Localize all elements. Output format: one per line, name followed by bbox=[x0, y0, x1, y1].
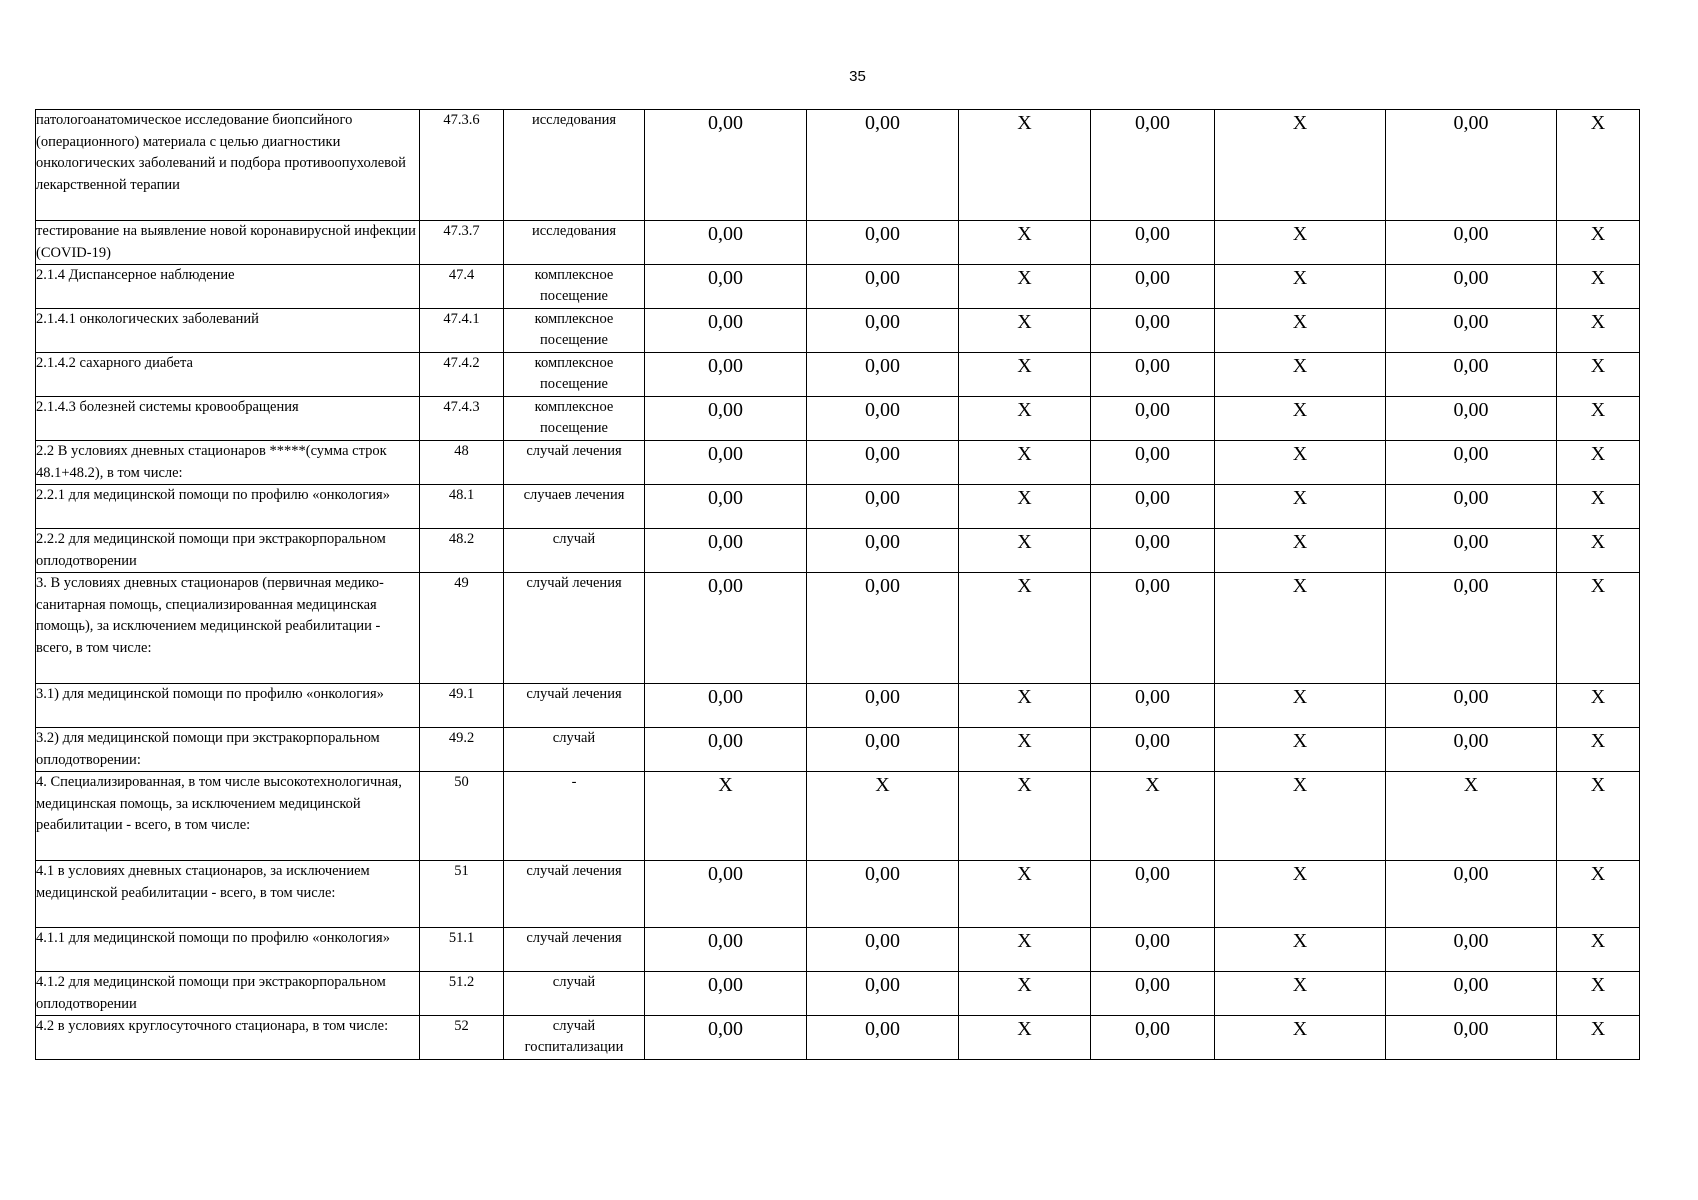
row-value-cell: 0,00 bbox=[645, 441, 807, 485]
table-row bbox=[36, 485, 1640, 529]
row-value-cell: 0,00 bbox=[807, 861, 959, 928]
row-value-cell: X bbox=[1557, 265, 1640, 309]
row-value-cell: X bbox=[1557, 397, 1640, 441]
row-value-cell: X bbox=[1215, 861, 1386, 928]
row-value-cell: X bbox=[1557, 573, 1640, 684]
row-name-cell: тестирование на выявление новой коронавирусной инфекции (COVID-19) bbox=[36, 221, 420, 265]
row-value-cell: X bbox=[1215, 221, 1386, 265]
table-row bbox=[36, 110, 1640, 221]
table-row bbox=[36, 265, 1640, 309]
row-value-cell: 0,00 bbox=[1386, 728, 1557, 772]
row-value-cell: 0,00 bbox=[1091, 110, 1215, 221]
row-value-cell: 0,00 bbox=[645, 972, 807, 1016]
row-value-cell: X bbox=[959, 529, 1091, 573]
row-value-cell: 0,00 bbox=[1091, 397, 1215, 441]
row-value-cell: X bbox=[1557, 485, 1640, 529]
row-value-cell: X bbox=[1215, 309, 1386, 353]
row-unit-cell: комплексное посещение bbox=[504, 353, 645, 397]
row-name-cell: 4. Специализированная, в том числе высокотехнологичная, медицинская помощь, за исключением медицинской реабилитации - всего, в том числе: bbox=[36, 772, 420, 861]
row-name-cell: 4.2 в условиях круглосуточного стационара, в том числе: bbox=[36, 1016, 420, 1060]
row-value-cell: X bbox=[1215, 265, 1386, 309]
row-value-cell: 0,00 bbox=[645, 1016, 807, 1060]
row-code-cell: 50 bbox=[420, 772, 504, 861]
row-value-cell: 0,00 bbox=[807, 529, 959, 573]
row-name-cell: 2.1.4.2 сахарного диабета bbox=[36, 353, 420, 397]
row-name-cell: 4.1.2 для медицинской помощи при экстракорпоральном оплодотворении bbox=[36, 972, 420, 1016]
row-value-cell: 0,00 bbox=[645, 265, 807, 309]
table-row bbox=[36, 573, 1640, 684]
row-unit-cell: комплексное посещение bbox=[504, 265, 645, 309]
row-value-cell: X bbox=[1215, 1016, 1386, 1060]
row-value-cell: 0,00 bbox=[1386, 397, 1557, 441]
row-value-cell: X bbox=[959, 972, 1091, 1016]
row-value-cell: 0,00 bbox=[645, 309, 807, 353]
row-value-cell: X bbox=[1557, 1016, 1640, 1060]
row-value-cell: X bbox=[1557, 309, 1640, 353]
row-value-cell: 0,00 bbox=[1386, 928, 1557, 972]
row-unit-cell: - bbox=[504, 772, 645, 861]
row-value-cell: 0,00 bbox=[807, 309, 959, 353]
table-row bbox=[36, 1016, 1640, 1060]
row-value-cell: 0,00 bbox=[807, 928, 959, 972]
row-value-cell: 0,00 bbox=[1091, 928, 1215, 972]
table-row bbox=[36, 353, 1640, 397]
row-name-cell: 2.2 В условиях дневных стационаров *****(сумма строк 48.1+48.2), в том числе: bbox=[36, 441, 420, 485]
table-row bbox=[36, 529, 1640, 573]
row-value-cell: 0,00 bbox=[645, 573, 807, 684]
row-value-cell: X bbox=[1557, 221, 1640, 265]
row-value-cell: 0,00 bbox=[807, 728, 959, 772]
row-value-cell: X bbox=[959, 485, 1091, 529]
row-value-cell: 0,00 bbox=[1386, 265, 1557, 309]
table-row bbox=[36, 972, 1640, 1016]
data-table bbox=[35, 109, 1640, 1060]
row-value-cell: 0,00 bbox=[645, 485, 807, 529]
row-unit-cell: случай лечения bbox=[504, 861, 645, 928]
row-value-cell: 0,00 bbox=[645, 728, 807, 772]
row-unit-cell: случай лечения bbox=[504, 573, 645, 684]
row-value-cell: X bbox=[959, 265, 1091, 309]
row-value-cell: 0,00 bbox=[807, 1016, 959, 1060]
row-value-cell: X bbox=[1557, 684, 1640, 728]
row-value-cell: 0,00 bbox=[1386, 1016, 1557, 1060]
table-row bbox=[36, 397, 1640, 441]
row-code-cell: 47.4.1 bbox=[420, 309, 504, 353]
table-row bbox=[36, 772, 1640, 861]
row-code-cell: 51.1 bbox=[420, 928, 504, 972]
row-name-cell: 2.2.1 для медицинской помощи по профилю «онкология» bbox=[36, 485, 420, 529]
row-value-cell: 0,00 bbox=[807, 353, 959, 397]
row-code-cell: 49.2 bbox=[420, 728, 504, 772]
row-value-cell: X bbox=[959, 861, 1091, 928]
row-value-cell: 0,00 bbox=[807, 441, 959, 485]
row-value-cell: X bbox=[1215, 573, 1386, 684]
row-value-cell: 0,00 bbox=[1091, 265, 1215, 309]
row-unit-cell: случай bbox=[504, 728, 645, 772]
row-value-cell: 0,00 bbox=[1091, 972, 1215, 1016]
row-unit-cell: случай лечения bbox=[504, 441, 645, 485]
row-code-cell: 47.3.7 bbox=[420, 221, 504, 265]
row-value-cell: 0,00 bbox=[645, 221, 807, 265]
row-name-cell: 2.1.4.3 болезней системы кровообращения bbox=[36, 397, 420, 441]
row-value-cell: X bbox=[1557, 928, 1640, 972]
row-value-cell: 0,00 bbox=[807, 221, 959, 265]
row-value-cell: X bbox=[1215, 397, 1386, 441]
row-value-cell: 0,00 bbox=[645, 110, 807, 221]
row-name-cell: 4.1 в условиях дневных стационаров, за исключением медицинской реабилитации - всего, в том числе: bbox=[36, 861, 420, 928]
row-value-cell: X bbox=[1386, 772, 1557, 861]
row-value-cell: X bbox=[959, 728, 1091, 772]
row-value-cell: 0,00 bbox=[645, 353, 807, 397]
row-value-cell: 0,00 bbox=[645, 397, 807, 441]
row-value-cell: 0,00 bbox=[645, 928, 807, 972]
row-name-cell: патологоанатомическое исследование биопсийного (операционного) материала с целью диагностики онкологических заболеваний и подбора противоопухолевой лекарственной терапии bbox=[36, 110, 420, 221]
row-unit-cell: случай госпитализации bbox=[504, 1016, 645, 1060]
row-value-cell: X bbox=[1557, 972, 1640, 1016]
row-value-cell: 0,00 bbox=[1091, 485, 1215, 529]
row-value-cell: 0,00 bbox=[1386, 110, 1557, 221]
row-value-cell: X bbox=[1091, 772, 1215, 861]
row-value-cell: 0,00 bbox=[807, 485, 959, 529]
row-value-cell: 0,00 bbox=[1091, 309, 1215, 353]
row-value-cell: X bbox=[1215, 353, 1386, 397]
row-value-cell: X bbox=[959, 309, 1091, 353]
row-value-cell: 0,00 bbox=[1091, 573, 1215, 684]
row-value-cell: X bbox=[1215, 441, 1386, 485]
row-value-cell: X bbox=[645, 772, 807, 861]
row-name-cell: 3.2) для медицинской помощи при экстракорпоральном оплодотворении: bbox=[36, 728, 420, 772]
row-value-cell: X bbox=[959, 1016, 1091, 1060]
row-unit-cell: случай bbox=[504, 529, 645, 573]
row-value-cell: X bbox=[959, 684, 1091, 728]
row-code-cell: 51 bbox=[420, 861, 504, 928]
row-value-cell: 0,00 bbox=[1091, 221, 1215, 265]
row-unit-cell: случай лечения bbox=[504, 684, 645, 728]
table-row bbox=[36, 684, 1640, 728]
row-value-cell: X bbox=[1557, 772, 1640, 861]
row-name-cell: 2.1.4 Диспансерное наблюдение bbox=[36, 265, 420, 309]
row-value-cell: 0,00 bbox=[1091, 441, 1215, 485]
row-name-cell: 3.1) для медицинской помощи по профилю «онкология» bbox=[36, 684, 420, 728]
row-code-cell: 52 bbox=[420, 1016, 504, 1060]
row-value-cell: 0,00 bbox=[1386, 861, 1557, 928]
row-value-cell: X bbox=[959, 353, 1091, 397]
row-value-cell: X bbox=[1215, 110, 1386, 221]
row-value-cell: X bbox=[1557, 353, 1640, 397]
row-value-cell: 0,00 bbox=[1091, 1016, 1215, 1060]
row-value-cell: 0,00 bbox=[1091, 529, 1215, 573]
row-name-cell: 3. В условиях дневных стационаров (первичная медико-санитарная помощь, специализированная медицинская помощь), за исключением медицинской реабилитации - всего, в том числе: bbox=[36, 573, 420, 684]
table-row bbox=[36, 928, 1640, 972]
row-value-cell: X bbox=[1557, 110, 1640, 221]
row-unit-cell: случаев лечения bbox=[504, 485, 645, 529]
row-value-cell: 0,00 bbox=[807, 110, 959, 221]
page-number: 35 bbox=[849, 68, 866, 85]
row-value-cell: X bbox=[1557, 861, 1640, 928]
table-row bbox=[36, 728, 1640, 772]
row-value-cell: 0,00 bbox=[1386, 441, 1557, 485]
row-value-cell: X bbox=[807, 772, 959, 861]
row-value-cell: 0,00 bbox=[1091, 353, 1215, 397]
row-value-cell: X bbox=[1215, 928, 1386, 972]
row-code-cell: 48.2 bbox=[420, 529, 504, 573]
row-code-cell: 49 bbox=[420, 573, 504, 684]
row-value-cell: 0,00 bbox=[1386, 309, 1557, 353]
row-value-cell: 0,00 bbox=[1386, 353, 1557, 397]
row-value-cell: X bbox=[959, 221, 1091, 265]
row-unit-cell: исследования bbox=[504, 221, 645, 265]
row-value-cell: 0,00 bbox=[1386, 485, 1557, 529]
table-row bbox=[36, 441, 1640, 485]
row-value-cell: 0,00 bbox=[645, 529, 807, 573]
row-code-cell: 48 bbox=[420, 441, 504, 485]
row-value-cell: X bbox=[1557, 728, 1640, 772]
row-value-cell: X bbox=[1215, 529, 1386, 573]
row-name-cell: 2.1.4.1 онкологических заболеваний bbox=[36, 309, 420, 353]
row-value-cell: 0,00 bbox=[1091, 684, 1215, 728]
row-value-cell: 0,00 bbox=[645, 861, 807, 928]
row-unit-cell: комплексное посещение bbox=[504, 309, 645, 353]
row-value-cell: X bbox=[1215, 485, 1386, 529]
row-value-cell: X bbox=[959, 772, 1091, 861]
row-value-cell: X bbox=[959, 441, 1091, 485]
row-value-cell: 0,00 bbox=[1386, 972, 1557, 1016]
row-value-cell: X bbox=[959, 928, 1091, 972]
row-value-cell: 0,00 bbox=[1386, 529, 1557, 573]
row-value-cell: 0,00 bbox=[1386, 221, 1557, 265]
row-unit-cell: случай лечения bbox=[504, 928, 645, 972]
row-value-cell: 0,00 bbox=[807, 397, 959, 441]
row-value-cell: 0,00 bbox=[807, 573, 959, 684]
row-value-cell: 0,00 bbox=[807, 265, 959, 309]
row-value-cell: 0,00 bbox=[1091, 728, 1215, 772]
row-code-cell: 48.1 bbox=[420, 485, 504, 529]
table-row bbox=[36, 861, 1640, 928]
row-code-cell: 47.4.2 bbox=[420, 353, 504, 397]
table-body bbox=[36, 110, 1640, 1060]
row-value-cell: X bbox=[959, 573, 1091, 684]
row-code-cell: 51.2 bbox=[420, 972, 504, 1016]
row-code-cell: 47.3.6 bbox=[420, 110, 504, 221]
row-value-cell: X bbox=[959, 397, 1091, 441]
row-value-cell: 0,00 bbox=[1386, 573, 1557, 684]
table-row bbox=[36, 309, 1640, 353]
row-value-cell: 0,00 bbox=[1386, 684, 1557, 728]
row-code-cell: 49.1 bbox=[420, 684, 504, 728]
row-unit-cell: комплексное посещение bbox=[504, 397, 645, 441]
row-code-cell: 47.4 bbox=[420, 265, 504, 309]
row-name-cell: 4.1.1 для медицинской помощи по профилю «онкология» bbox=[36, 928, 420, 972]
row-value-cell: X bbox=[1557, 441, 1640, 485]
row-value-cell: 0,00 bbox=[807, 972, 959, 1016]
row-value-cell: X bbox=[1215, 728, 1386, 772]
row-value-cell: X bbox=[1557, 529, 1640, 573]
row-value-cell: X bbox=[1215, 684, 1386, 728]
row-value-cell: X bbox=[1215, 772, 1386, 861]
row-unit-cell: случай bbox=[504, 972, 645, 1016]
row-value-cell: 0,00 bbox=[1091, 861, 1215, 928]
row-value-cell: X bbox=[959, 110, 1091, 221]
row-name-cell: 2.2.2 для медицинской помощи при экстракорпоральном оплодотворении bbox=[36, 529, 420, 573]
row-value-cell: X bbox=[1215, 972, 1386, 1016]
row-value-cell: 0,00 bbox=[645, 684, 807, 728]
row-value-cell: 0,00 bbox=[807, 684, 959, 728]
row-unit-cell: исследования bbox=[504, 110, 645, 221]
row-code-cell: 47.4.3 bbox=[420, 397, 504, 441]
table-row bbox=[36, 221, 1640, 265]
